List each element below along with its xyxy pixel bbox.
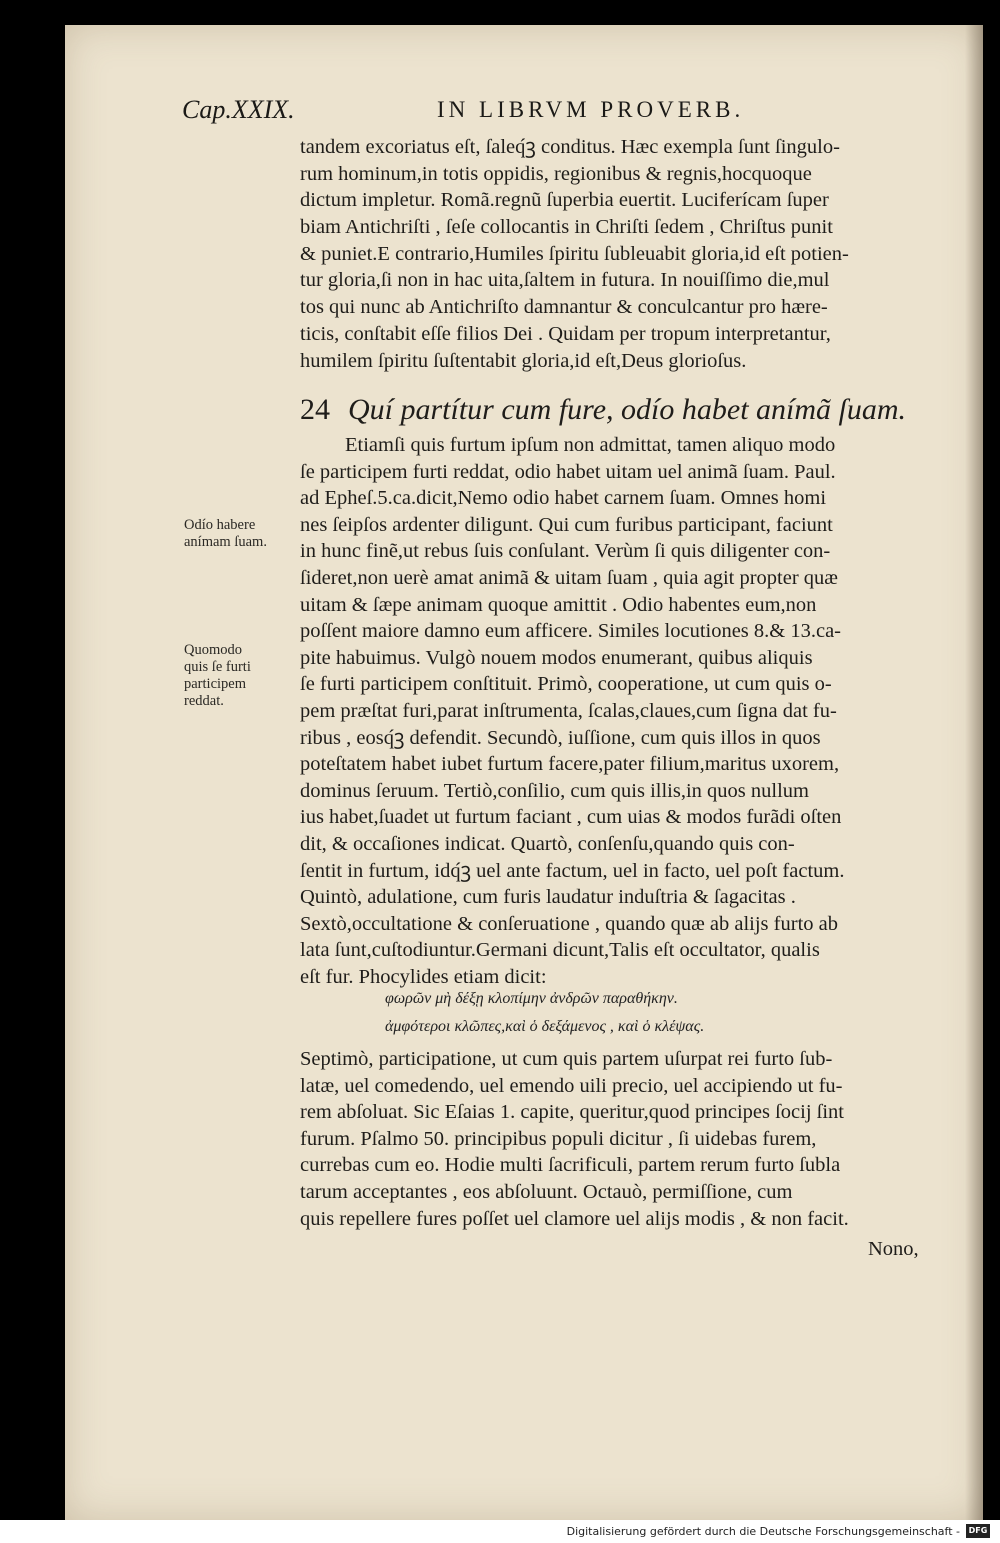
text-line: ad Epheſ.5.ca.dicit,Nemo odio habet carnem ſuam. Omnes homi <box>300 487 827 510</box>
text-line: tarum acceptantes , eos abſoluunt. Octauò, permiſſione, cum <box>300 1180 793 1203</box>
margin-note <box>184 642 296 710</box>
text-line: Etiamſi quis furtum ipſum non admittat, tamen aliquo modo <box>345 434 836 456</box>
text-line: tandem excoriatus eſt, ſaleq́ꝫ conditus. Hæc exempla ſunt ſingulo- <box>300 136 840 158</box>
text-line: latæ, uel comedendo, uel emendo uili precio, uel accipiendo ut fu- <box>300 1074 843 1097</box>
margin-note <box>184 517 296 551</box>
text-line: ius habet,ſuadet ut furtum faciant , cum uias & modos furãdi oſten <box>300 806 842 829</box>
funding-notice: Digitalisierung gefördert durch die Deutsche Forschungsgemeinschaft - <box>566 1525 960 1538</box>
text-line: Quintò, adulatione, cum furis laudatur induſtria & ſagacitas . <box>300 886 796 909</box>
greek-quote-line: φωρῶν μὴ δέξῃ κλοπίμην ἀνδρῶν παραθήκην. <box>385 990 678 1007</box>
chapter-label: Cap.XXIX. <box>182 95 295 124</box>
text-line: tur gloria,ſi non in hac uita,ſaltem in futura. In nouiſſimo die,mul <box>300 269 830 292</box>
text-line: poteſtatem habet iubet furtum facere,pater filium,maritus uxorem, <box>300 753 840 776</box>
running-title: IN LIBRVM PROVERB. <box>437 97 745 122</box>
margin-note-line: reddat. <box>184 693 224 709</box>
text-line: quis repellere fures poſſet uel clamore uel alijs modis , & non facit. <box>300 1207 849 1230</box>
dfg-logo: DFG <box>966 1524 990 1538</box>
text-line: pite habuimus. Vulgò nouem modos enumerant, quibus aliquis <box>300 646 813 669</box>
text-line: uitam & ſæpe animam quoque amittit . Odio habentes eum,non <box>300 593 817 616</box>
verse-number: 24 <box>300 393 330 426</box>
commentary-block-2 <box>300 432 960 990</box>
verse-heading <box>300 385 960 435</box>
text-line: ſe participem furti reddat, odio habet uitam uel animã ſuam. Paul. <box>300 460 836 483</box>
text-line: humilem ſpiritu ſuſtentabit gloria,id eſt,Deus glorioſus. <box>300 349 747 372</box>
verse-text: Quí partítur cum fure, odío habet anímã ſuam. <box>348 393 907 426</box>
text-line: ticis, conſtabit eſſe filios Dei . Quidam per tropum interpretantur, <box>300 322 831 345</box>
text-line: pem præſtat furi,parat inſtrumenta, ſcalas,claues,cum ſigna dat fu- <box>300 699 837 722</box>
text-line: currebas cum eo. Hodie multi ſacrificuli, partem rerum furto ſubla <box>300 1154 841 1177</box>
text-line: Sextò,occultatione & conſeruatione , quando quæ ab alijs furto ab <box>300 912 838 935</box>
text-line: ribus , eosq́ꝫ defendit. Secundò, iuſſione, cum quis illos in quos <box>300 726 821 749</box>
catchword: Nono, <box>868 1238 919 1260</box>
page-spine-shadow <box>965 25 983 1520</box>
margin-note-line: quis ſe furti <box>184 659 251 675</box>
text-line: rum hominum,in totis oppidis, regionibus & regnis,hocquoque <box>300 162 812 185</box>
text-line: in hunc finẽ,ut rebus ſuis conſulant. Verùm ſi quis diligenter con- <box>300 540 831 563</box>
text-line: ſentit in furtum, idq́ꝫ uel ante factum, uel in facto, uel poſt factum. <box>300 859 845 882</box>
text-line: nes ſeipſos ardenter diligunt. Qui cum furibus participant, faciunt <box>300 513 833 536</box>
text-line: Septimò, participatione, ut cum quis partem uſurpat rei furto ſub- <box>300 1048 833 1070</box>
footer-bar <box>0 1520 1000 1543</box>
text-line: furum. Pſalmo 50. principibus populi dicitur , ſi uidebas furem, <box>300 1127 817 1150</box>
text-line: rem abſoluat. Sic Eſaias 1. capite, queritur,quod principes ſocij ſint <box>300 1101 844 1124</box>
text-line: dominus ſeruum. Tertiò,conſilio, cum quis illis,in quos nullum <box>300 779 809 802</box>
text-line: lata ſunt,cuſtodiuntur.Germani dicunt,Talis eſt occultator, qualis <box>300 939 820 962</box>
text-line: poſſent maiore damno eum afficere. Similes locutiones 8.& 13.ca- <box>300 620 842 643</box>
text-line: dit, & occaſiones indicat. Quartò, conſenſu,quando quis con- <box>300 832 795 855</box>
text-line: & puniet.E contrario,Humiles ſpiritu ſubleuabit gloria,id eſt potien- <box>300 242 849 265</box>
greek-quote-line: ἀμφότεροι κλῶπες,καὶ ὁ δεξάμενος , καὶ ὁ κλέψας. <box>385 1018 705 1035</box>
margin-note-line: Quomodo <box>184 642 242 658</box>
text-line: tos qui nunc ab Antichriſto damnantur & conculcantur pro hære- <box>300 296 828 319</box>
text-line: ſe furti participem conſtituit. Primò, cooperatione, ut cum quis o- <box>300 673 832 696</box>
margin-note-line: anímam ſuam. <box>184 534 267 550</box>
commentary-block-3 <box>300 1046 960 1232</box>
commentary-block-1 <box>300 134 960 374</box>
running-header <box>182 95 970 135</box>
text-line: eſt fur. Phocylides etiam dicit: <box>300 965 547 988</box>
text-line: ſideret,non uerè amat animã & uitam ſuam , quia agit propter quæ <box>300 566 838 589</box>
margin-note-line: participem <box>184 676 247 692</box>
text-line: dictum impletur. Romã.regnũ ſuperbia euertit. Luciferícam ſuper <box>300 189 829 212</box>
margin-note-line: Odío habere <box>184 517 256 533</box>
text-line: biam Antichriſti , ſeſe collocantis in Chriſti ſedem , Chriſtus punit <box>300 216 833 239</box>
